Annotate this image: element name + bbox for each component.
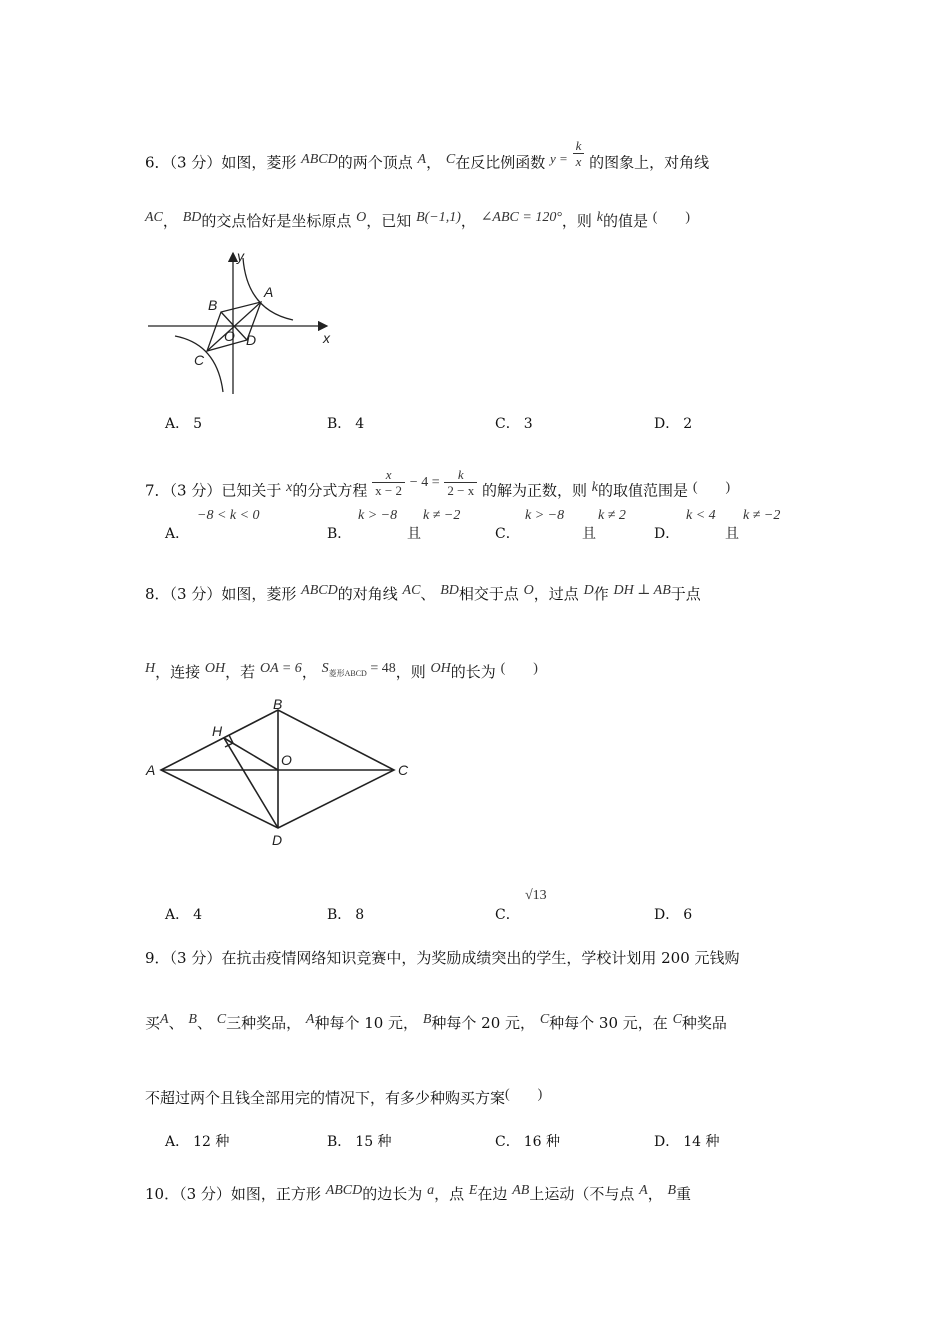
q7-option-d-expr1: k < 4 <box>686 508 716 523</box>
q7-option-c-expr1: k > −8 <box>525 508 565 523</box>
q7-fraction-1: $\frac{x}{x - 2}$ <box>372 467 405 498</box>
q7-option-d[interactable]: D． <box>654 526 680 542</box>
q6-option-b[interactable]: B． 4 <box>327 416 365 432</box>
q8-line1: 8．（3 分）如图，菱形 ABCD的对角线 AC、 BD相交于点 O，过点 D作 DH ⊥ AB于点 <box>145 583 701 603</box>
q7-option-c-qie: 且 <box>582 526 596 542</box>
q6-option-c[interactable]: C． 3 <box>495 416 533 432</box>
q6-line1: 6．（3 分）如图，菱形 ABCD的两个顶点 A， C在反比例函数 y = $\frac{k}{x}$ 的图象上，对角线 <box>145 138 710 172</box>
q9-option-b[interactable]: B． 15 种 <box>327 1134 392 1150</box>
q6-label-a: A <box>264 284 274 300</box>
q6-option-d[interactable]: D． 2 <box>654 416 693 432</box>
q8-label-b: B <box>273 698 283 712</box>
q7-line1: 7．（3 分）已知关于 x的分式方程 $\frac{x}{x - 2}$ − 4 = $\frac{k}{2 - x}$ 的解为正数，则 k的取值范围是 ( ) <box>145 467 731 500</box>
q7-option-d-expr2: k ≠ −2 <box>743 508 781 523</box>
q9-option-a[interactable]: A． 12 种 <box>165 1134 230 1150</box>
q6-line2: AC， BD的交点恰好是坐标原点 O，已知 B(−1,1)， ∠ABC = 120°，则 k的值是 ( ) <box>145 210 691 230</box>
q6-label-c: C <box>194 352 205 368</box>
q7-option-d-qie: 且 <box>725 526 739 542</box>
q6-label-y: y <box>237 248 244 264</box>
q6-figure <box>145 248 345 398</box>
q8-label-o: O <box>281 752 292 768</box>
q7-option-b-expr1: k > −8 <box>358 508 398 523</box>
q7-option-c-expr2: k ≠ 2 <box>598 508 626 523</box>
q7-option-a[interactable]: A． <box>165 526 190 542</box>
q8-option-a[interactable]: A． 4 <box>165 907 203 923</box>
q6-label-b: B <box>208 297 218 313</box>
q8-label-d: D <box>272 832 283 848</box>
q8-option-b[interactable]: B． 8 <box>327 907 365 923</box>
q6-option-a[interactable]: A． 5 <box>165 416 203 432</box>
q8-option-c-sqrt: √13 <box>525 888 547 903</box>
q9-option-d[interactable]: D． 14 种 <box>654 1134 720 1150</box>
q6-label-d: D <box>246 332 257 348</box>
q7-option-b[interactable]: B． <box>327 526 352 542</box>
q8-figure <box>142 698 414 850</box>
q7-option-b-qie: 且 <box>407 526 421 542</box>
q8-label-a: A <box>146 762 156 778</box>
q8-option-c[interactable]: C． <box>495 907 520 923</box>
q6-label-x: x <box>323 330 330 346</box>
q9-option-c[interactable]: C． 16 种 <box>495 1134 560 1150</box>
q7-option-c[interactable]: C． <box>495 526 520 542</box>
q9-line1: 9．（3 分）在抗击疫情网络知识竞赛中，为奖励成绩突出的学生，学校计划用 200 元钱购 <box>145 949 740 967</box>
q7-option-b-expr2: k ≠ −2 <box>423 508 461 523</box>
q9-line3: 不超过两个且钱全部用完的情况下，有多少种购买方案( ) <box>145 1087 543 1107</box>
q7-option-a-expr: −8 < k < 0 <box>197 508 260 523</box>
q9-line2: 买A、 B、 C三种奖品， A种每个 10 元， B种每个 20 元， C种每个 30 元，在 C种奖品 <box>145 1012 727 1032</box>
q8-option-d[interactable]: D． 6 <box>654 907 693 923</box>
q8-label-h: H <box>212 723 223 739</box>
q6-label-o: O <box>224 328 235 344</box>
q7-fraction-2: $\frac{k}{2 - x}$ <box>444 467 477 498</box>
q10-line1: 10．（3 分）如图，正方形 ABCD的边长为 a，点 E在边 AB上运动（不与点 A， B重 <box>145 1183 692 1203</box>
q6-fraction: $\frac{k}{x}$ <box>573 138 585 169</box>
q8-line2: H，连接 OH，若 OA = 6， $S_{菱形ABCD} = 48$，则 OH的长为 ( ) <box>145 661 538 681</box>
q8-label-c: C <box>398 762 409 778</box>
